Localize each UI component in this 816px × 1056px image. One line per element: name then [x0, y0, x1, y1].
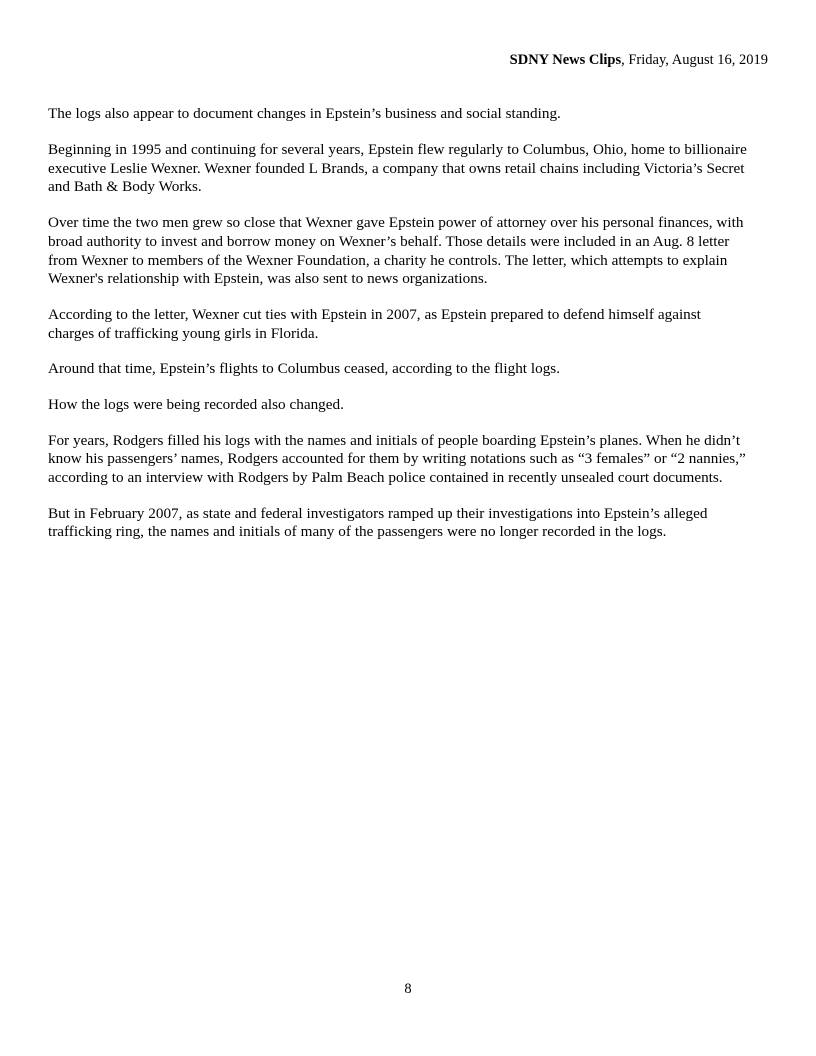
paragraph: The logs also appear to document changes in Epstein’s business and social standing.: [48, 105, 561, 123]
publication-title: SDNY News Clips: [509, 52, 622, 68]
document-body: [48, 105, 748, 542]
paragraph: But in February 2007, as state and federal investigators ramped up their investigations into Epstein’s alleged trafficking ring, the names and initials of many of the passengers were no longer recorded in the logs.: [48, 504, 708, 541]
paragraph: Beginning in 1995 and continuing for several years, Epstein flew regularly to Columbus, Ohio, home to billionaire executive Leslie Wexner. Wexner founded L Brands, a company that owns retail chains including Victoria’s Secret and Bath & Body Works.: [48, 141, 747, 196]
paragraph: According to the letter, Wexner cut ties with Epstein in 2007, as Epstein prepared to defend himself against charges of trafficking young girls in Florida.: [48, 305, 701, 342]
publication-date: , Friday, August 16, 2019: [621, 52, 768, 68]
paragraph: For years, Rodgers filled his logs with the names and initials of people boarding Epstein’s planes. When he didn’t know his passengers’ names, Rodgers accounted for them by writing notations such as “3 females” or “2 nannies,” according to an interview with Rodgers by Palm Beach police contained in recently unsealed court documents.: [48, 431, 746, 487]
page-header: [48, 52, 768, 69]
paragraph: Around that time, Epstein’s flights to Columbus ceased, according to the flight logs.: [48, 360, 561, 378]
paragraph: How the logs were being recorded also changed.: [48, 395, 344, 413]
page-number: 8: [404, 981, 412, 997]
paragraph: Over time the two men grew so close that Wexner gave Epstein power of attorney over his personal finances, with broad authority to invest and borrow money on Wexner’s behalf. Those details were included in an Aug. 8 letter from Wexner to members of the Wexner Foundation, a charity he controls. The letter, which attempts to explain Wexner's relationship with Epstein, was also sent to news organizations.: [48, 214, 744, 288]
